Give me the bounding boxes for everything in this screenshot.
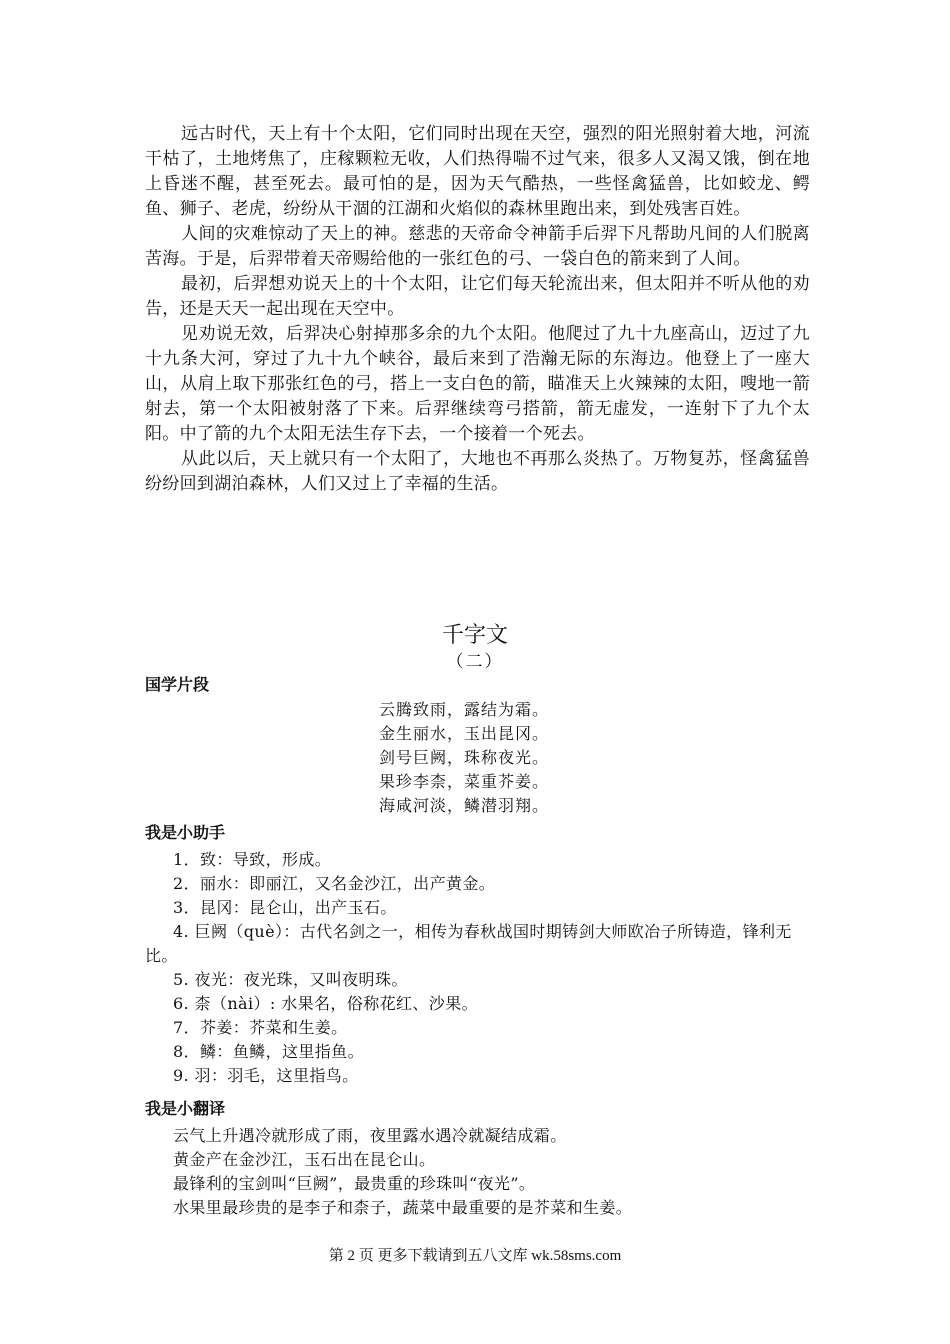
poem-line: 剑号巨阙，珠称夜光。 [379, 748, 550, 767]
section-subtitle: （二） [446, 652, 504, 672]
poem-line: 云腾致雨，露结为霜。 [379, 700, 550, 719]
note-item: 2．丽水：即丽江，又名金沙江，出产黄金。 [173, 874, 496, 893]
translate-heading: 我是小翻译 [145, 1099, 226, 1118]
story-text [145, 122, 810, 497]
page-footer: 第 2 页 更多下载请到五八文库 wk.58sms.com [328, 1248, 622, 1264]
note-item: 3．昆冈：昆仑山，出产玉石。 [173, 898, 397, 917]
note-item: 9. 羽：羽毛，这里指鸟。 [173, 1066, 359, 1085]
helper-heading: 我是小助手 [145, 823, 226, 842]
poem-line: 金生丽水，玉出昆冈。 [379, 724, 550, 743]
note-item: 8．鳞：鱼鳞，这里指鱼。 [173, 1042, 364, 1061]
story-paragraph: 从此以后，天上就只有一个太阳了，大地也不再那么炎热了。万物复苏，怪禽猛兽纷纷回到湖泊森林，人们又过上了幸福的生活。 [145, 449, 810, 494]
excerpt-heading: 国学片段 [145, 675, 210, 694]
note-item: 7．芥姜：芥菜和生姜。 [173, 1018, 348, 1037]
poem-excerpt [379, 698, 549, 818]
story-paragraph: 见劝说无效，后羿决心射掉那多余的九个太阳。他爬过了九十九座高山，迈过了九十九条大河，穿过了九十九个峡谷，最后来到了浩瀚无际的东海边。他登上了一座大山，从肩上取下那张红色的弓，搭上一支白色的箭，瞄准天上火辣辣的太阳，嗖地一箭射去，第一个太阳被射落了下来。后羿继续弯弓搭箭，箭无虚发，一连射下了九个太阳。中了箭的九个太阳无法生存下去，一个接着一个死去。 [145, 324, 810, 444]
story-paragraph: 人间的灾难惊动了天上的神。慈悲的天帝命令神箭手后羿下凡帮助凡间的人们脱离苦海。于是，后羿带着天帝赐给他的一张红色的弓、一袋白色的箭来到了人间。 [145, 224, 810, 269]
translation-list [173, 1124, 813, 1220]
note-item: 5. 夜光：夜光珠，又叫夜明珠。 [173, 970, 408, 989]
note-item: 6. 柰（nài）: 水果名，俗称花红、沙果。 [173, 994, 478, 1013]
translation-line: 云气上升遇冷就形成了雨，夜里露水遇冷就凝结成霜。 [173, 1126, 567, 1145]
poem-line: 果珍李柰，菜重芥姜。 [379, 772, 550, 791]
story-paragraph: 远古时代，天上有十个太阳，它们同时出现在天空，强烈的阳光照射着大地，河流干枯了，土地烤焦了，庄稼颗粒无收，人们热得喘不过气来，很多人又渴又饿，倒在地上昏迷不醒，甚至死去。最可怕的是，因为天气酷热，一些怪禽猛兽，比如蛟龙、鳄鱼、狮子、老虎，纷纷从干涸的江湖和火焰似的森林里跑出来，到处残害百姓。 [145, 124, 810, 219]
poem-line: 海咸河淡，鳞潜羽翔。 [379, 796, 550, 815]
notes-list [145, 848, 810, 1088]
translation-line: 水果里最珍贵的是李子和柰子，蔬菜中最重要的是芥菜和生姜。 [173, 1198, 633, 1217]
translation-line: 最锋利的宝剑叫“巨阙”，最贵重的珍珠叫“夜光”。 [173, 1174, 536, 1193]
section-title: 千字文 [441, 623, 508, 648]
note-item: 4. 巨阙（què）：古代名剑之一，相传为春秋战国时期铸剑大师欧冶子所铸造，锋利无比。 [145, 922, 792, 965]
story-paragraph: 最初，后羿想劝说天上的十个太阳，让它们每天轮流出来，但太阳并不听从他的劝告，还是天天一起出现在天空中。 [145, 274, 810, 319]
note-item: 1．致：导致，形成。 [173, 850, 332, 869]
translation-line: 黄金产在金沙江，玉石出在昆仑山。 [173, 1150, 436, 1169]
